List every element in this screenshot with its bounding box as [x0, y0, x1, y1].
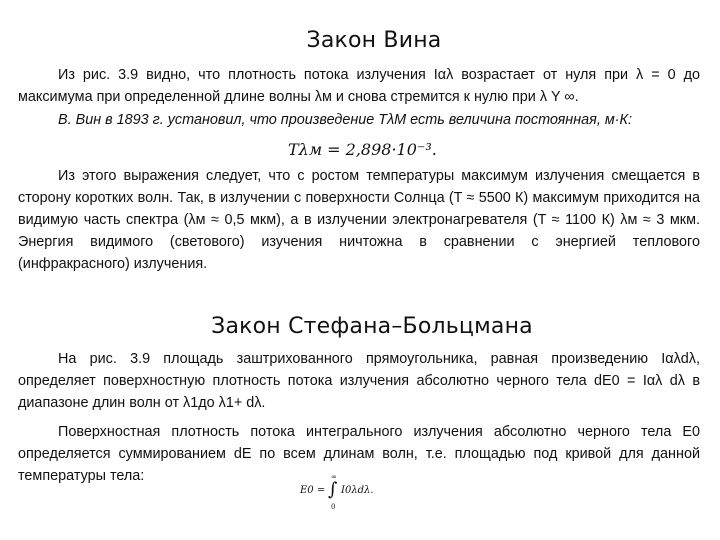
wien-formula: Tλм = 2,898·10⁻³. [288, 140, 437, 159]
title-wien-law: Закон Вина [306, 28, 442, 53]
paragraph-wien-consequence-text: Из этого выражения следует, что с ростом температуры максимум излучения смещается в сторону коротких волн. Так, в излучении с поверхности Солнца (T ≈ 5500 К) максимум приходится на видимую часть спектра (λм ≈ 0,5 мкм), а в излучении электронагревателя (T ≈ 1100 К) λм ≈ 3 мкм. Энергия видимого (светового) изучения ничтожна в сравнении с энергией теплового (инфракрасного) излучения. [18, 168, 700, 272]
integral-lhs: E0 = [300, 485, 326, 496]
paragraph-wien-consequence [18, 165, 700, 275]
paragraph-wien-discovery-text: В. Вин в 1893 г. установил, что произведение TλM есть величина постоянная, м·К: [58, 112, 632, 128]
integral-sign: ∫ [328, 479, 338, 500]
stefan-integral-formula [300, 473, 380, 521]
paragraph-stefan-area [18, 348, 700, 414]
integral-lower-limit: 0 [331, 503, 336, 511]
paragraph-wien-intro [18, 64, 700, 108]
integral-upper-limit: ∞ [331, 473, 337, 481]
paragraph-wien-discovery [18, 109, 700, 131]
paragraph-stefan-integral-text: Поверхностная плотность потока интегрального излучения абсолютно черного тела E0 определяется суммированием dE по всем длинам волн, т.е. площадью под кривой для данной температуры тела: [18, 424, 700, 484]
paragraph-stefan-area-text: На рис. 3.9 площадь заштрихованного прямоугольника, равная произведению Iαλdλ, определяет поверхностную плотность потока излучения абсолютно черного тела dE0 = Iαλ dλ в диапазоне длин волн от λ1до λ1+ dλ. [18, 351, 700, 411]
title-stefan-boltzmann-law: Закон Стефана–Больцмана [211, 314, 533, 339]
paragraph-wien-intro-text: Из рис. 3.9 видно, что плотность потока излучения Iαλ возрастает от нуля при λ = 0 до максимума при определенной длине волны λм и снова стремится к нулю при λ Y ∞. [18, 67, 700, 105]
integral-integrand: I0λdλ. [341, 485, 374, 496]
